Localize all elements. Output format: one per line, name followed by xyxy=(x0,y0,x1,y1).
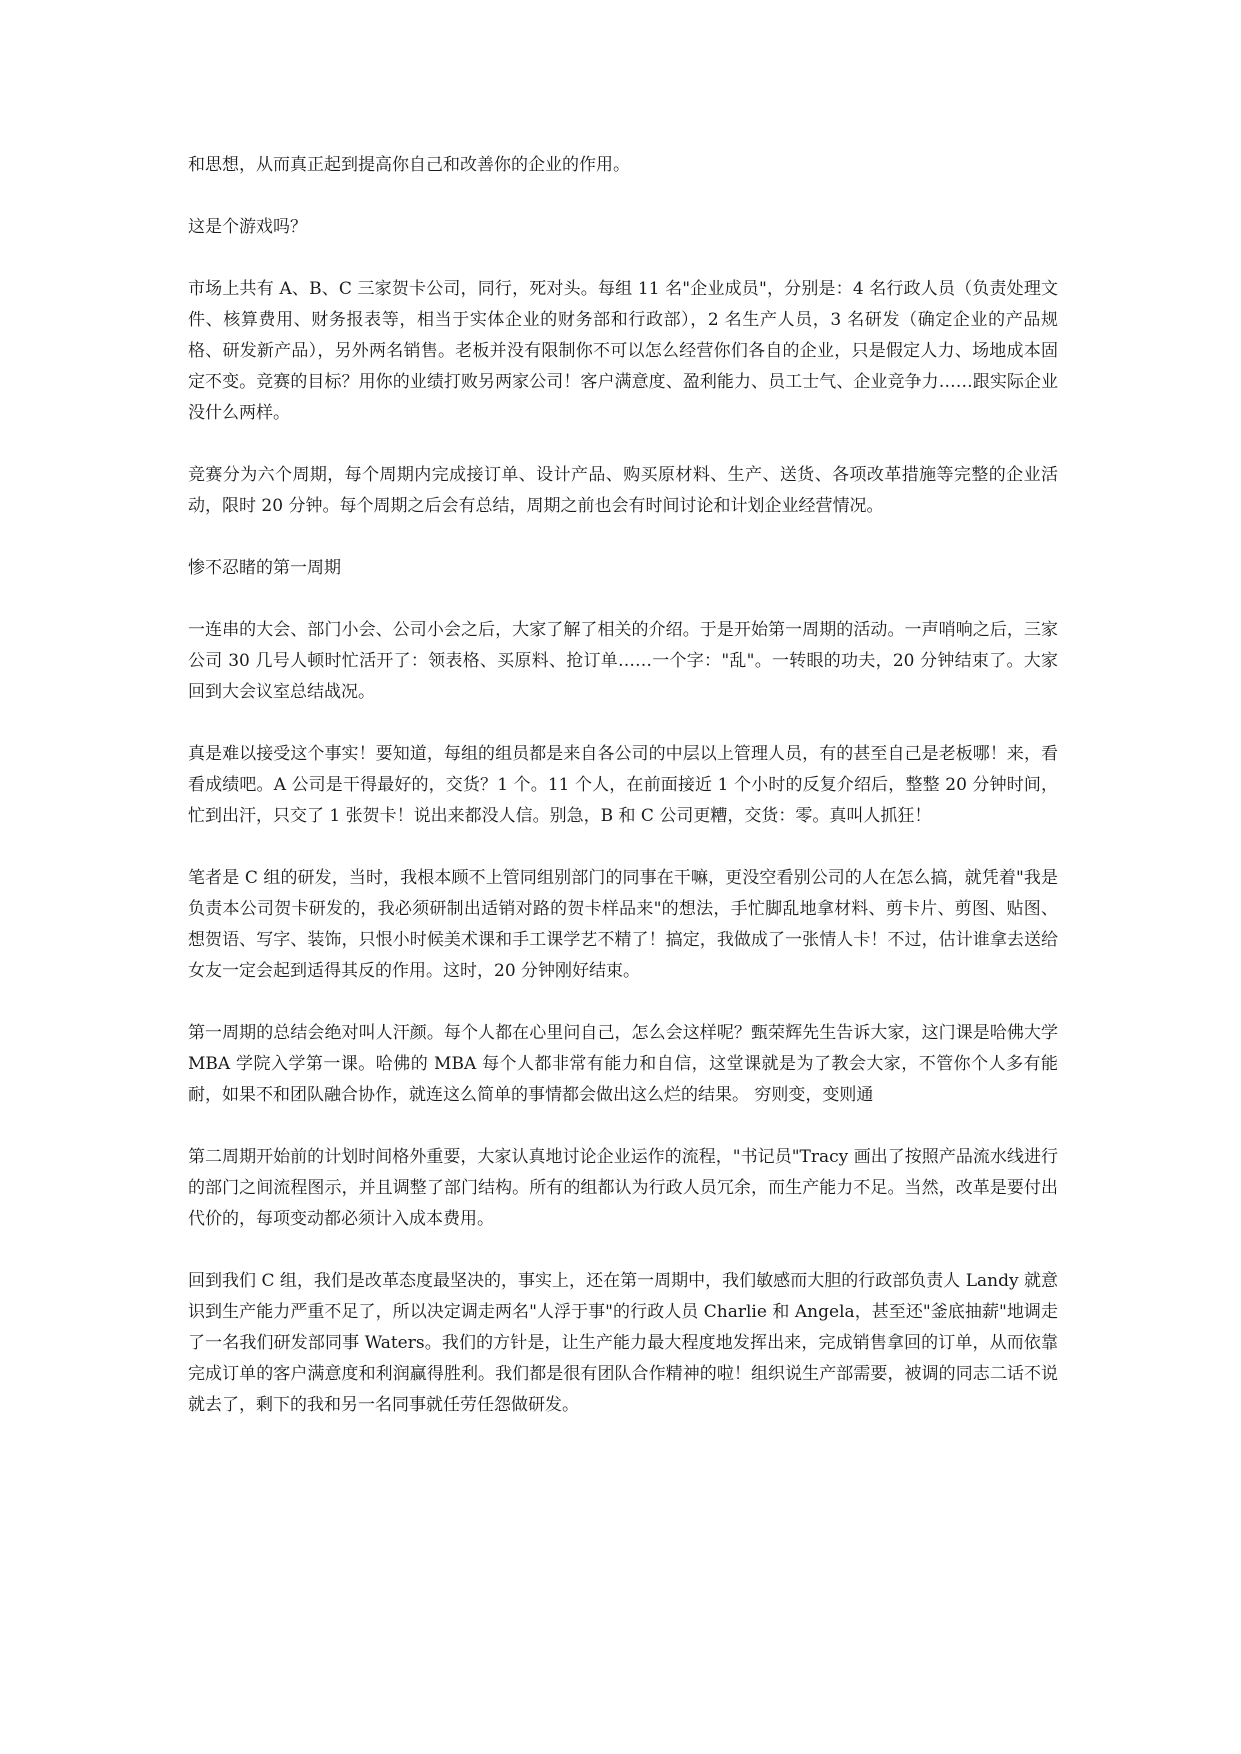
paragraph: 竞赛分为六个周期，每个周期内完成接订单、设计产品、购买原材料、生产、送货、各项改革措施等完整的企业活动，限时 20 分钟。每个周期之后会有总结，周期之前也会有时间讨论和计划企业经营情况。 xyxy=(188,465,1058,516)
paragraph: 和思想，从而真正起到提高你自己和改善你的企业的作用。 xyxy=(188,155,630,175)
document-body xyxy=(188,150,1058,1452)
section-heading: 惨不忍睹的第一周期 xyxy=(188,558,341,578)
section-heading: 这是个游戏吗？ xyxy=(188,217,307,237)
paragraph: 笔者是 C 组的研发，当时，我根本顾不上管同组别部门的同事在干嘛，更没空看别公司的人在怎么搞，就凭着"我是负责本公司贺卡研发的，我必须研制出适销对路的贺卡样品来"的想法，手忙脚乱地拿材料、剪卡片、剪图、贴图、想贺语、写字、装饰，只恨小时候美术课和手工课学艺不精了！搞定，我做成了一张情人卡！不过，估计谁拿去送给女友一定会起到适得其反的作用。这时，20 分钟刚好结束。 xyxy=(188,868,1058,981)
paragraph: 真是难以接受这个事实！要知道，每组的组员都是来自各公司的中层以上管理人员，有的甚至自己是老板哪！来，看看成绩吧。A 公司是干得最好的，交货？1 个。11 个人，在前面接近 1 个小时的反复介绍后，整整 20 分钟时间，忙到出汗，只交了 1 张贺卡！说出来都没人信。别急，B 和 C 公司更糟，交货：零。真叫人抓狂！ xyxy=(188,744,1058,826)
paragraph: 第二周期开始前的计划时间格外重要，大家认真地讨论企业运作的流程，"书记员"Tracy 画出了按照产品流水线进行的部门之间流程图示，并且调整了部门结构。所有的组都认为行政人员冗余，而生产能力不足。当然，改革是要付出代价的，每项变动都必须计入成本费用。 xyxy=(188,1147,1058,1229)
paragraph: 第一周期的总结会绝对叫人汗颜。每个人都在心里问自己，怎么会这样呢？甄荣辉先生告诉大家，这门课是哈佛大学 MBA 学院入学第一课。哈佛的 MBA 每个人都非常有能力和自信，这堂课就是为了教会大家，不管你个人多有能耐，如果不和团队融合协作，就连这么简单的事情都会做出这么烂的结果。 穷则变，变则通 xyxy=(188,1023,1058,1105)
paragraph: 市场上共有 A、B、C 三家贺卡公司，同行，死对头。每组 11 名"企业成员"，分别是：4 名行政人员（负责处理文件、核算费用、财务报表等，相当于实体企业的财务部和行政部），2 名生产人员，3 名研发（确定企业的产品规格、研发新产品），另外两名销售。老板并没有限制你不可以怎么经营你们各自的企业，只是假定人力、场地成本固定不变。竞赛的目标？用你的业绩打败另两家公司！客户满意度、盈利能力、员工士气、企业竞争力……跟实际企业没什么两样。 xyxy=(188,279,1058,423)
paragraph: 回到我们 C 组，我们是改革态度最坚决的，事实上，还在第一周期中，我们敏感而大胆的行政部负责人 Landy 就意识到生产能力严重不足了，所以决定调走两名"人浮于事"的行政人员 Charlie 和 Angela，甚至还"釜底抽薪"地调走了一名我们研发部同事 Waters。我们的方针是，让生产能力最大程度地发挥出来，完成销售拿回的订单，从而依靠完成订单的客户满意度和利润赢得胜利。我们都是很有团队合作精神的啦！组织说生产部需要，被调的同志二话不说就去了，剩下的我和另一名同事就任劳任怨做研发。 xyxy=(188,1271,1058,1415)
paragraph: 一连串的大会、部门小会、公司小会之后，大家了解了相关的介绍。于是开始第一周期的活动。一声哨响之后，三家公司 30 几号人顿时忙活开了：领表格、买原料、抢订单……一个字："乱"。一转眼的功夫，20 分钟结束了。大家回到大会议室总结战况。 xyxy=(188,620,1058,702)
